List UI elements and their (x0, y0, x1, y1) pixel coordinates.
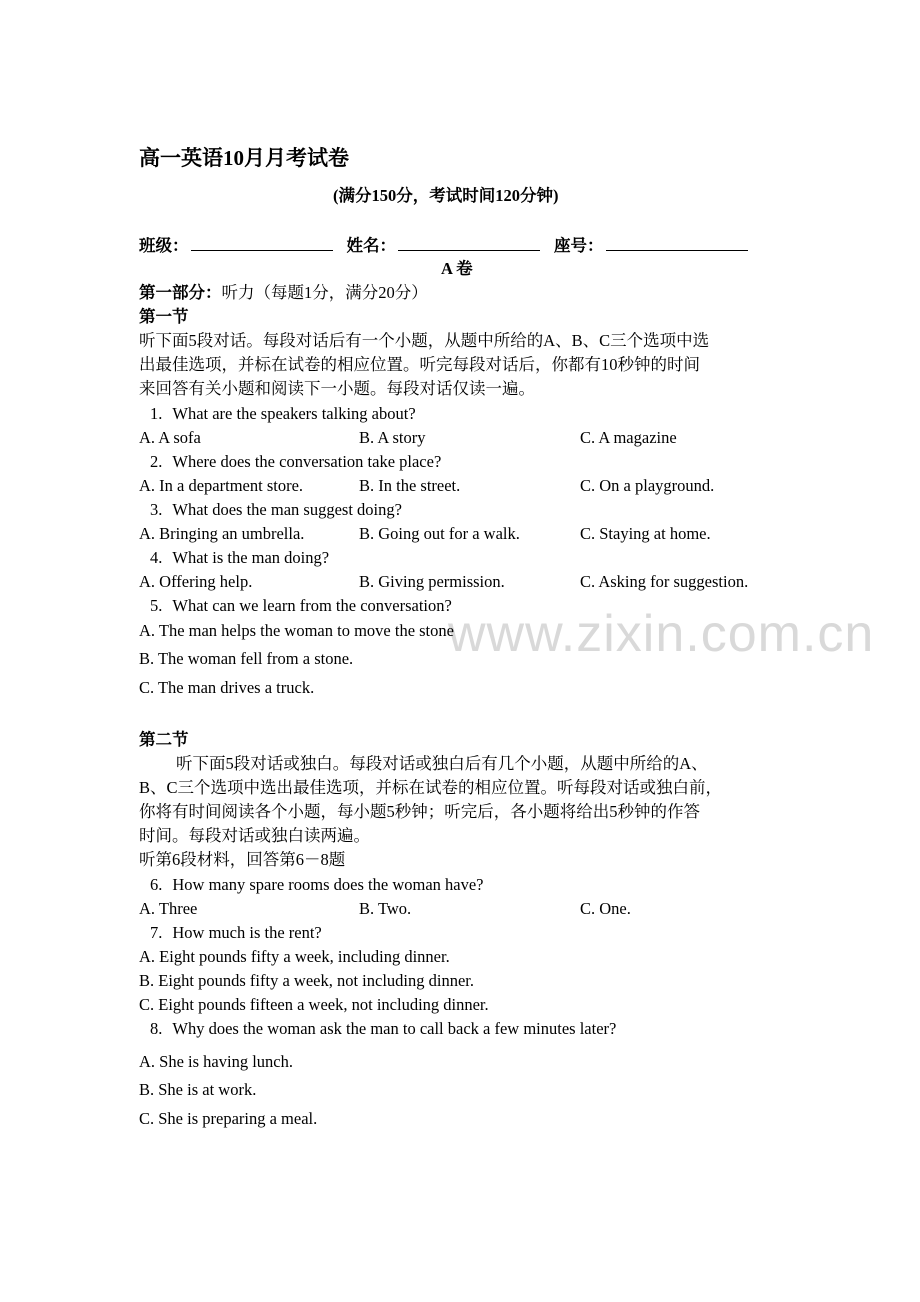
q4-option-a[interactable]: A. Offering help. (139, 572, 253, 591)
q2-option-a[interactable]: A. In a department store. (139, 476, 304, 495)
question-text: How many spare rooms does the woman have? (172, 875, 484, 894)
q5-option-b[interactable]: B. The woman fell from a stone. (139, 649, 354, 668)
class-field[interactable] (191, 234, 333, 251)
question-number: 7. (150, 923, 163, 942)
question-7 (150, 922, 322, 944)
part1-heading-detail: 听力（每题1分，满分20分） (221, 283, 428, 302)
section1-instructions-line: 出最佳选项，并标在试卷的相应位置。听完每段对话后，你都有10秒钟的时间 (139, 355, 700, 374)
section1-instructions-line: 听下面5段对话。每段对话后有一个小题，从题中所给的A、B、C三个选项中选 (139, 331, 710, 350)
q1-option-a[interactable]: A. A sofa (139, 428, 201, 447)
section2-instructions-line: B、C三个选项中选出最佳选项，并标在试卷的相应位置。听每段对话或独白前， (139, 778, 723, 797)
question-2 (150, 451, 441, 473)
q5-option-a[interactable]: A. The man helps the woman to move the stone (139, 621, 454, 640)
q7-option-a[interactable]: A. Eight pounds fifty a week, including dinner. (139, 947, 450, 966)
q4-option-c[interactable]: C. Asking for suggestion. (580, 572, 749, 591)
section2-instructions-line: 听下面5段对话或独白。每段对话或独白后有几个小题，从题中所给的A、 (176, 754, 708, 773)
volume-heading: A 卷 (441, 259, 473, 278)
q7-option-b[interactable]: B. Eight pounds fifty a week, not including dinner. (139, 971, 474, 990)
question-text: What is the man doing? (172, 548, 330, 567)
section2-instructions-line: 时间。每段对话或独白读两遍。 (139, 826, 370, 845)
question-text: What does the man suggest doing? (172, 500, 402, 519)
section1-title: 第一节 (139, 307, 189, 326)
part1-heading (139, 282, 428, 304)
class-label: 班级： (139, 236, 189, 255)
question-6 (150, 874, 484, 896)
page-title: 高一英语10月月考试卷 (139, 146, 349, 170)
question-1 (150, 403, 416, 425)
q2-option-b[interactable]: B. In the street. (359, 476, 461, 495)
question-number: 4. (150, 548, 163, 567)
q3-option-b[interactable]: B. Going out for a walk. (359, 524, 520, 543)
q6-option-a[interactable]: A. Three (139, 899, 198, 918)
section2-title: 第二节 (139, 730, 189, 749)
section1-instructions-line: 来回答有关小题和阅读下一小题。每段对话仅读一遍。 (139, 379, 535, 398)
q3-option-a[interactable]: A. Bringing an umbrella. (139, 524, 305, 543)
seat-field[interactable] (606, 234, 748, 251)
q8-option-c[interactable]: C. She is preparing a meal. (139, 1109, 318, 1128)
q7-option-c[interactable]: C. Eight pounds fifteen a week, not including dinner. (139, 995, 489, 1014)
material-6-heading: 听第6段材料，回答第6－8题 (139, 850, 346, 869)
q4-option-b[interactable]: B. Giving permission. (359, 572, 505, 591)
q1-option-b[interactable]: B. A story (359, 428, 426, 447)
q6-option-b[interactable]: B. Two. (359, 899, 412, 918)
page-subtitle: (满分150分，考试时间120分钟) (333, 186, 559, 205)
question-number: 6. (150, 875, 163, 894)
question-text: How much is the rent? (172, 923, 322, 942)
q8-option-a[interactable]: A. She is having lunch. (139, 1052, 293, 1071)
question-text: What are the speakers talking about? (172, 404, 416, 423)
seat-label: 座号： (554, 236, 604, 255)
question-number: 2. (150, 452, 163, 471)
question-3 (150, 499, 402, 521)
q3-option-c[interactable]: C. Staying at home. (580, 524, 711, 543)
question-text: What can we learn from the conversation? (172, 596, 452, 615)
question-4 (150, 547, 329, 569)
question-number: 8. (150, 1019, 163, 1038)
student-info-row (139, 234, 748, 257)
q2-option-c[interactable]: C. On a playground. (580, 476, 715, 495)
question-number: 3. (150, 500, 163, 519)
question-8 (150, 1018, 616, 1040)
question-5 (150, 595, 452, 617)
section2-instructions-line: 你将有时间阅读各个小题，每小题5秒钟；听完后，各小题将给出5秒钟的作答 (139, 802, 700, 821)
name-field[interactable] (398, 234, 540, 251)
q6-option-c[interactable]: C. One. (580, 899, 631, 918)
question-number: 5. (150, 596, 163, 615)
part1-heading-label: 第一部分： (139, 283, 222, 302)
question-number: 1. (150, 404, 163, 423)
watermark: www.zixin.com.cn (448, 605, 875, 663)
question-text: Why does the woman ask the man to call back a few minutes later? (172, 1019, 617, 1038)
q1-option-c[interactable]: C. A magazine (580, 428, 677, 447)
q8-option-b[interactable]: B. She is at work. (139, 1080, 257, 1099)
question-text: Where does the conversation take place? (172, 452, 442, 471)
name-label: 姓名： (346, 236, 396, 255)
q5-option-c[interactable]: C. The man drives a truck. (139, 678, 315, 697)
